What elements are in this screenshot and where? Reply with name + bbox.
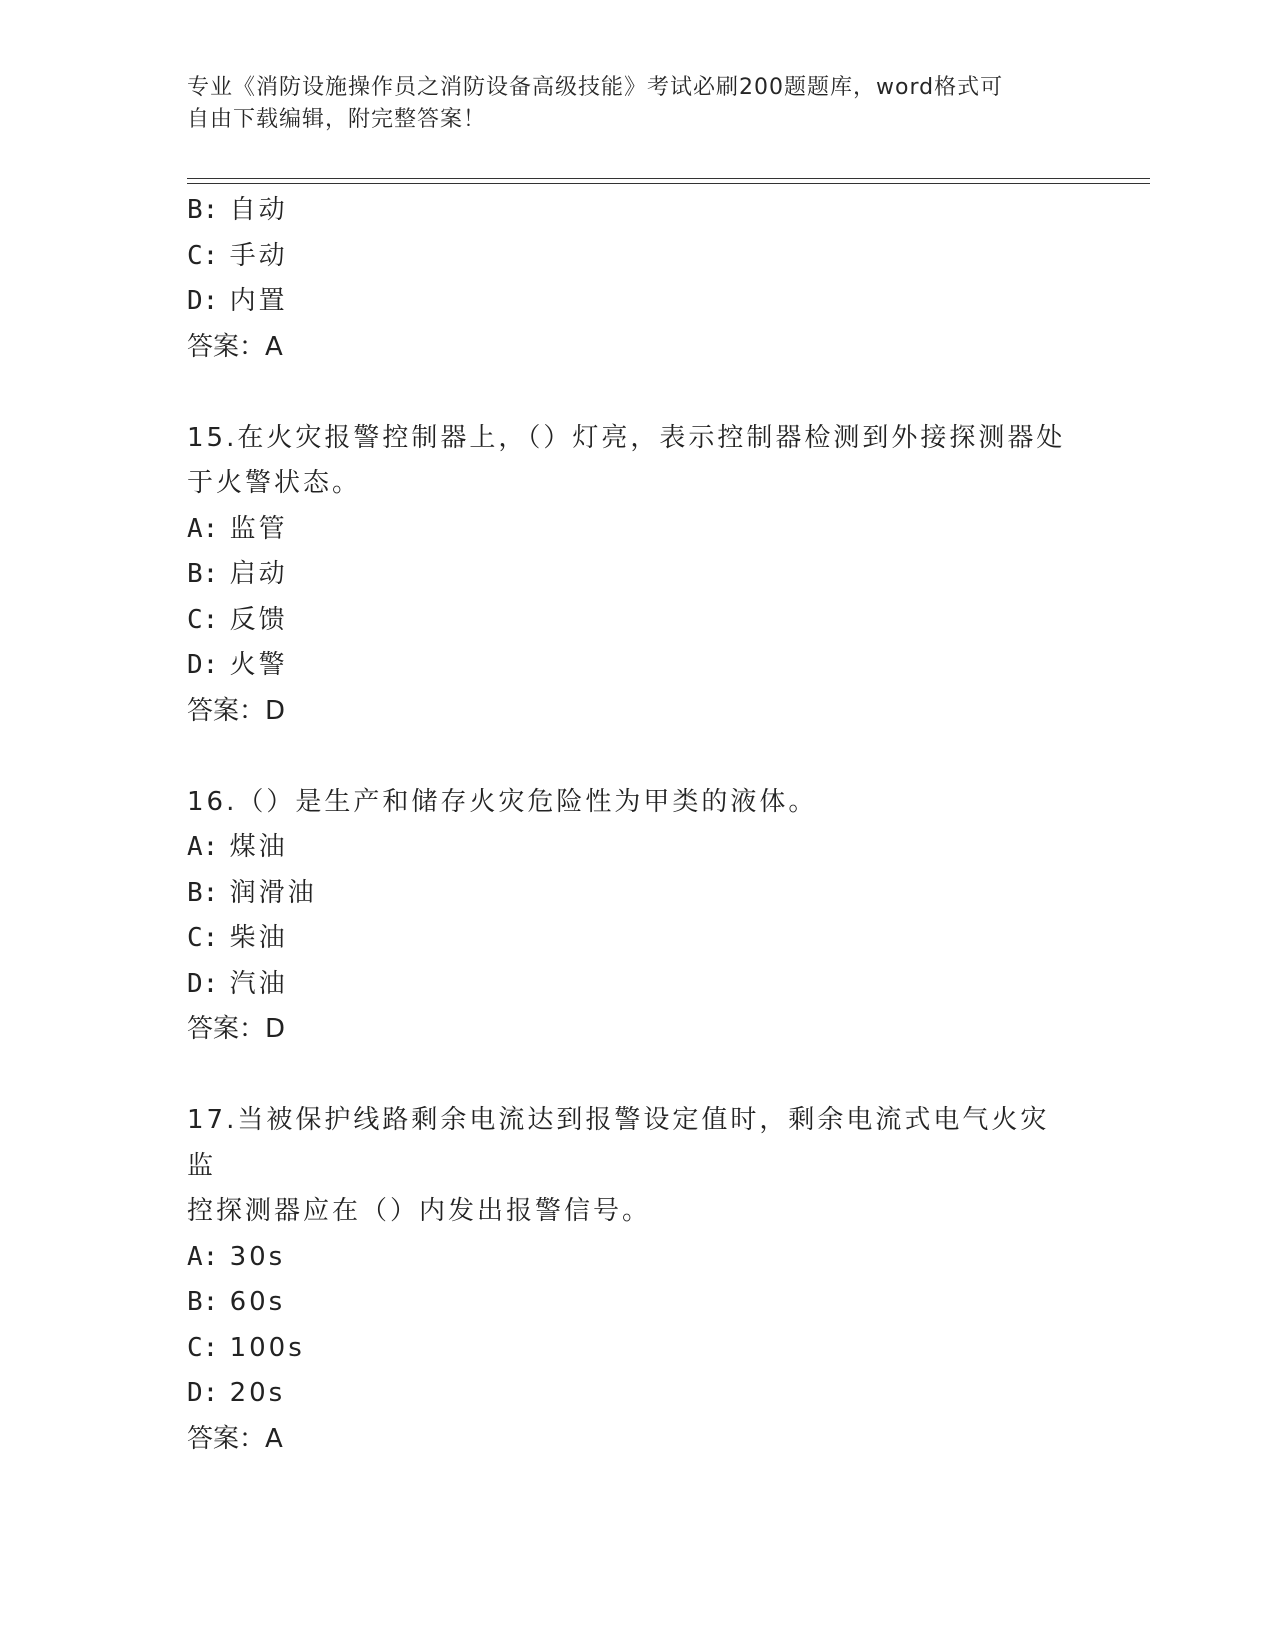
question-17 [187,1098,1087,1462]
option-c [187,916,1087,962]
option-label: B: [187,1287,219,1317]
question-14 [187,188,1087,370]
option-text: 汽油 [229,968,288,999]
answer-line: 答案：D [187,1014,286,1044]
option-text: 火警 [229,650,288,680]
option-text: 自动 [229,195,288,225]
option-text: 60s [229,1287,286,1317]
option-text: 100s [229,1332,305,1363]
option-text: 30s [229,1241,286,1272]
option-label: B: [187,195,219,225]
option-label: D: [187,968,219,999]
option-d [187,643,1087,689]
document-header [187,72,1067,136]
option-d [187,279,1087,325]
question-text-line: 17.当被保护线路剩余电流达到报警设定值时，剩余电流式电气火灾监 [187,1105,1050,1181]
option-label: B: [187,559,219,589]
header-divider-top [187,178,1150,179]
question-text-line: 控探测器应在（）内发出报警信号。 [187,1196,652,1226]
header-line-2: 自由下载编辑，附完整答案！ [187,107,487,132]
option-text: 润滑油 [229,877,317,908]
option-a [187,825,1087,871]
option-a [187,1235,1087,1281]
question-list [187,188,1087,1462]
option-text: 反馈 [229,604,288,635]
option-label: D: [187,650,219,680]
option-b [187,552,1087,598]
option-label: C: [187,923,219,953]
option-a [187,507,1087,553]
question-text-line: 于火警状态。 [187,468,362,498]
answer-line: 答案：A [187,1423,283,1454]
option-label: B: [187,877,219,908]
option-text: 柴油 [229,923,288,953]
option-label: A: [187,1241,219,1272]
option-text: 启动 [229,559,288,589]
option-c [187,234,1087,280]
option-b [187,871,1087,917]
option-b [187,1280,1087,1326]
question-text-line: 16.（）是生产和储存火灾危险性为甲类的液体。 [187,786,818,817]
option-c [187,1326,1087,1372]
header-divider-bottom [187,183,1150,184]
question-text-line: 15.在火灾报警控制器上，（）灯亮，表示控制器检测到外接探测器处 [187,422,1066,453]
option-text: 监管 [229,513,288,544]
option-label: D: [187,1378,219,1408]
option-label: A: [187,832,219,862]
answer-line: 答案：A [187,331,283,362]
header-line-1: 专业《消防设施操作员之消防设备高级技能》考试必刷200题题库，word格式可 [187,75,1004,100]
question-text [187,780,1077,826]
option-text: 煤油 [229,832,288,862]
option-text: 20s [229,1378,286,1408]
question-15 [187,416,1087,735]
question-16 [187,780,1087,1053]
question-text [187,416,1077,507]
option-label: D: [187,286,219,316]
question-text [187,1098,1077,1235]
option-label: A: [187,513,219,544]
option-d [187,962,1087,1008]
option-label: C: [187,1332,219,1363]
option-c [187,598,1087,644]
option-text: 手动 [229,240,288,271]
option-text: 内置 [229,286,288,316]
answer-line: 答案：D [187,695,286,726]
option-label: C: [187,604,219,635]
option-d [187,1371,1087,1417]
option-b [187,188,1087,234]
option-label: C: [187,240,219,271]
